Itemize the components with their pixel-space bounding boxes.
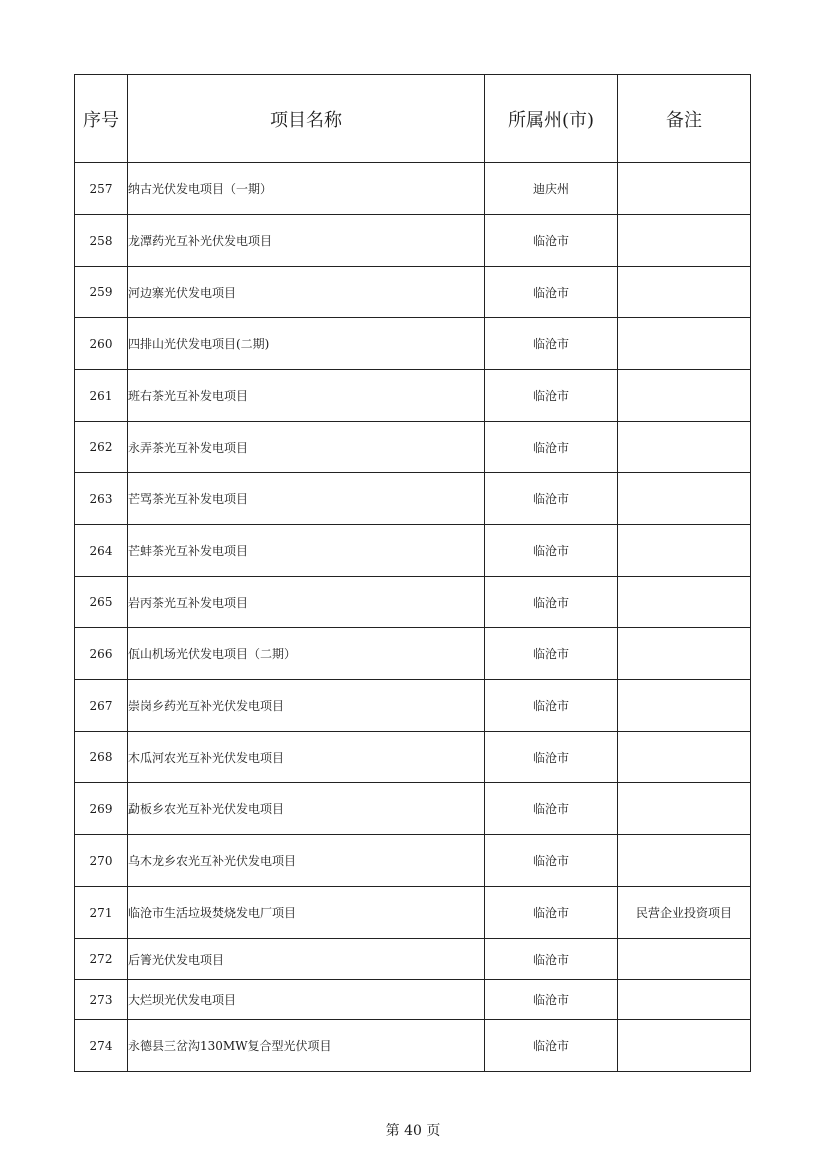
table-row [75,887,751,939]
table-header-row [75,75,751,163]
table-row [75,267,751,318]
prefecture-cell: 临沧市 [485,318,618,370]
prefecture-cell: 临沧市 [485,422,618,473]
table-row [75,835,751,887]
project-name-cell: 崇岗乡药光互补光伏发电项目 [128,680,485,732]
serial-number-cell: 265 [75,577,128,628]
serial-number-cell: 261 [75,370,128,422]
project-name-cell: 乌木龙乡农光互补光伏发电项目 [128,835,485,887]
project-table [74,74,751,1072]
serial-number-cell: 266 [75,628,128,680]
table-row [75,473,751,525]
prefecture-cell: 临沧市 [485,267,618,318]
table-row [75,680,751,732]
project-name-cell: 永弄茶光互补发电项目 [128,422,485,473]
project-name-cell: 四排山光伏发电项目(二期) [128,318,485,370]
remarks-cell [618,215,751,267]
prefecture-cell: 临沧市 [485,732,618,783]
project-name-cell: 后箐光伏发电项目 [128,939,485,980]
project-name-cell: 岩丙茶光互补发电项目 [128,577,485,628]
prefecture-cell: 临沧市 [485,980,618,1020]
serial-number-cell: 257 [75,163,128,215]
serial-number-cell: 271 [75,887,128,939]
remarks-cell: 民营企业投资项目 [618,887,751,939]
remarks-cell [618,163,751,215]
table-row [75,370,751,422]
prefecture-cell: 临沧市 [485,628,618,680]
serial-number-cell: 274 [75,1020,128,1072]
prefecture-cell: 迪庆州 [485,163,618,215]
table-row [75,1020,751,1072]
remarks-cell [618,835,751,887]
table-row [75,939,751,980]
project-name-cell: 临沧市生活垃圾焚烧发电厂项目 [128,887,485,939]
prefecture-cell: 临沧市 [485,525,618,577]
serial-number-cell: 272 [75,939,128,980]
remarks-cell [618,628,751,680]
serial-number-cell: 264 [75,525,128,577]
serial-number-cell: 263 [75,473,128,525]
remarks-cell [618,525,751,577]
serial-number-cell: 260 [75,318,128,370]
prefecture-cell: 临沧市 [485,577,618,628]
project-name-cell: 勐板乡农光互补光伏发电项目 [128,783,485,835]
header-prefecture: 所属州(市) [485,75,618,163]
table-row [75,577,751,628]
serial-number-cell: 267 [75,680,128,732]
project-name-cell: 班右茶光互补发电项目 [128,370,485,422]
prefecture-cell: 临沧市 [485,939,618,980]
header-remarks: 备注 [618,75,751,163]
serial-number-cell: 269 [75,783,128,835]
serial-number-cell: 262 [75,422,128,473]
prefecture-cell: 临沧市 [485,887,618,939]
table-row [75,732,751,783]
serial-number-cell: 259 [75,267,128,318]
remarks-cell [618,980,751,1020]
remarks-cell [618,680,751,732]
table-row [75,163,751,215]
remarks-cell [618,939,751,980]
remarks-cell [618,783,751,835]
table-row [75,525,751,577]
project-name-cell: 河边寨光伏发电项目 [128,267,485,318]
remarks-cell [618,473,751,525]
remarks-cell [618,267,751,318]
prefecture-cell: 临沧市 [485,370,618,422]
project-name-cell: 木瓜河农光互补光伏发电项目 [128,732,485,783]
remarks-cell [618,318,751,370]
page-number: 第 40 页 [385,1123,441,1139]
project-name-cell: 龙潭药光互补光伏发电项目 [128,215,485,267]
table-row [75,628,751,680]
header-serial-number: 序号 [75,75,128,163]
serial-number-cell: 258 [75,215,128,267]
remarks-cell [618,577,751,628]
remarks-cell [618,1020,751,1072]
table-row [75,783,751,835]
project-name-cell: 永德县三岔沟130MW复合型光伏项目 [128,1020,485,1072]
prefecture-cell: 临沧市 [485,473,618,525]
remarks-cell [618,422,751,473]
project-name-cell: 佤山机场光伏发电项目（二期） [128,628,485,680]
serial-number-cell: 268 [75,732,128,783]
project-name-cell: 纳古光伏发电项目（一期） [128,163,485,215]
serial-number-cell: 270 [75,835,128,887]
serial-number-cell: 273 [75,980,128,1020]
prefecture-cell: 临沧市 [485,215,618,267]
header-project-name: 项目名称 [128,75,485,163]
table-row [75,422,751,473]
prefecture-cell: 临沧市 [485,1020,618,1072]
remarks-cell [618,732,751,783]
prefecture-cell: 临沧市 [485,835,618,887]
table-row [75,215,751,267]
project-name-cell: 大烂坝光伏发电项目 [128,980,485,1020]
table-row [75,318,751,370]
project-name-cell: 芒骂茶光互补发电项目 [128,473,485,525]
remarks-cell [618,370,751,422]
prefecture-cell: 临沧市 [485,783,618,835]
table-row [75,980,751,1020]
project-name-cell: 芒蚌茶光互补发电项目 [128,525,485,577]
prefecture-cell: 临沧市 [485,680,618,732]
